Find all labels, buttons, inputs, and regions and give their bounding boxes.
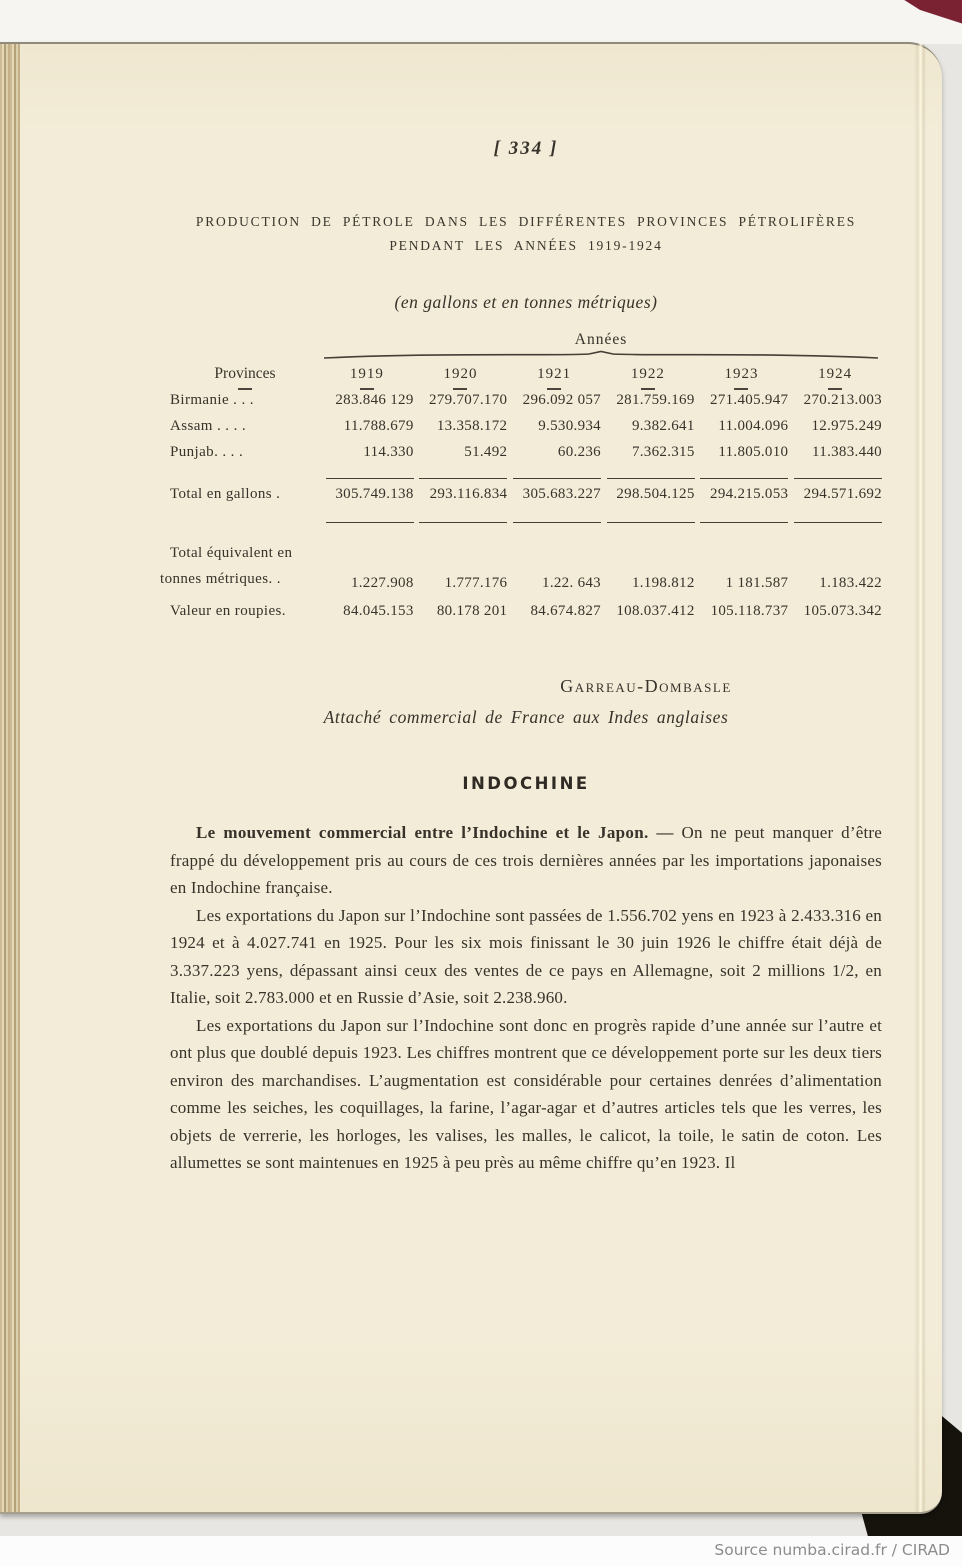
row-label-line1: Total équivalent en <box>170 545 293 561</box>
table-cell: 1 181.587 <box>725 575 789 591</box>
table-cell: 84.674.827 <box>530 603 601 619</box>
row-label: Birmanie . . . <box>170 392 254 408</box>
production-table <box>160 331 882 620</box>
table-cell: 11.383.440 <box>812 444 882 460</box>
table-cell: 105.073.342 <box>803 603 882 619</box>
paragraph-1 <box>170 819 882 902</box>
table-cell: 11.805.010 <box>718 444 789 460</box>
table-cell: 12.975.249 <box>811 418 882 434</box>
table-cell: 283.846 129 <box>335 392 414 408</box>
table-cell: 11.788.679 <box>343 418 414 434</box>
header-dash <box>734 388 748 390</box>
table-row-birmanie <box>170 392 882 418</box>
year-header: 1921 <box>537 366 572 382</box>
year-header: 1924 <box>818 366 853 382</box>
page-number: [ 334 ] <box>493 138 559 159</box>
table-cell: 11.004.096 <box>718 418 789 434</box>
table-title-line1: PRODUCTION DE PÉTROLE DANS LES DIFFÉRENTES PROVINCES PÉTROLIFÈRES <box>195 214 857 229</box>
table-title-line2: PENDANT LES ANNÉES 1919-1924 <box>389 238 663 253</box>
table-colgroup-row <box>170 331 882 361</box>
page-content <box>160 138 882 1177</box>
table-cell: 294.215.053 <box>710 486 789 502</box>
table-row-assam <box>170 418 882 444</box>
table-cell: 114.330 <box>363 444 414 460</box>
table-row-valeur-roupies <box>170 592 882 620</box>
header-dash <box>238 388 252 390</box>
table-separator <box>170 514 882 530</box>
table-cell: 279.707.170 <box>429 392 508 408</box>
paragraph-1-rest: On ne peut manquer d’être frappé du développement pris au cours de ces trois dernières années par les importations japonaises en Indochine française. <box>170 823 882 897</box>
source-credit: Source numba.cirad.fr / CIRAD <box>0 1536 962 1566</box>
table-cell: 13.358.172 <box>436 418 508 434</box>
row-label: Valeur en roupies. <box>170 603 286 619</box>
body-text <box>170 819 882 1177</box>
table-cell: 1.183.422 <box>819 575 882 591</box>
table-cell: 294.571.692 <box>803 486 882 502</box>
table-row-punjab <box>170 444 882 470</box>
section-heading-indochine: INDOCHINE <box>462 774 590 793</box>
table-cell: 9.382.641 <box>631 418 695 434</box>
row-label: Punjab. . . . <box>170 444 244 460</box>
paragraph-1-lead: Le mouvement commercial entre l’Indochine et le Japon. — <box>196 823 674 842</box>
table-cell: 281.759.169 <box>616 392 695 408</box>
table-cell: 305.683.227 <box>522 486 601 502</box>
table-cell: 1.198.812 <box>631 575 695 591</box>
header-dash <box>641 388 655 390</box>
table-cell: 270.213.003 <box>803 392 882 408</box>
row-header: Provinces <box>214 365 276 382</box>
year-header: 1923 <box>724 366 759 382</box>
table-unit-note: (en gallons et en tonnes métriques) <box>394 292 658 312</box>
row-label: Assam . . . . <box>170 418 247 434</box>
table-cell: 84.045.153 <box>343 603 414 619</box>
paragraph-2: Les exportations du Japon sur l’Indochine sont passées de 1.556.702 yens en 1923 à 2.433.316 en 1924 et à 4.027.741 en 1925. Pour les six mois finissant le 30 juin 1926 le chiffre était déjà de 3.337.223 yens, dépassant ainsi ceux des ventes de ce pays en Allemagne, soit 2 millions 1/2, en Italie, soit 2.783.000 et en Russie d’Asie, soit 2.238.960. <box>170 905 882 1007</box>
table-header-row <box>170 361 882 392</box>
row-label-line2: tonnes métriques. . <box>160 571 281 587</box>
table-cell: 305.749.138 <box>335 486 414 502</box>
table-row-total-gallons <box>170 486 882 514</box>
scan-background-top <box>0 0 962 44</box>
header-dash <box>828 388 842 390</box>
table-title <box>170 210 882 258</box>
year-header: 1920 <box>443 366 478 382</box>
signature-name: Garreau-Dombasle <box>560 676 732 696</box>
table-cell: 298.504.125 <box>616 486 695 502</box>
table-cell: 1.22. 643 <box>542 575 601 591</box>
paragraph-3: Les exportations du Japon sur l’Indochine sont donc en progrès rapide d’une année sur l’autre et ont plus que doublé depuis 1923. Les chiffres montrent que ce développement porte sur les deux tiers environ des marchandises. L’augmentation est considérable pour certaines denrées d’alimentation comme les seiches, les coquillages, la farine, l’agar-agar et d’autres articles tels que les verres, les objets de verrerie, les horloges, les valises, les malles, le calicot, la toile, le satin de coton. Les allumettes se sont maintenues en 1925 à peu près au même chiffre qu’en 1923. Il <box>170 1015 882 1172</box>
table-separator <box>170 470 882 486</box>
table-cell: 9.530.934 <box>538 418 601 434</box>
table-cell: 108.037.412 <box>616 603 695 619</box>
row-label: Total en gallons . <box>170 486 281 502</box>
table-row-total-tonnes <box>160 540 882 592</box>
table-cell: 80.178 201 <box>436 603 508 619</box>
year-header: 1922 <box>630 366 665 382</box>
header-dash <box>453 388 467 390</box>
page-fold-line <box>914 44 926 1512</box>
table-cell: 51.492 <box>464 444 508 460</box>
annees-brace <box>320 349 882 361</box>
table-cell: 7.362.315 <box>631 444 695 460</box>
colgroup-header: Années <box>574 331 628 348</box>
signature-title: Attaché commercial de France aux Indes anglaises <box>323 707 729 727</box>
table-cell: 296.092 057 <box>522 392 601 408</box>
table-cell: 60.236 <box>557 444 601 460</box>
table-cell: 1.227.908 <box>350 575 414 591</box>
table-cell: 105.118.737 <box>710 603 789 619</box>
year-header: 1919 <box>349 366 384 382</box>
table-cell: 271.405.947 <box>710 392 789 408</box>
table-cell: 1.777.176 <box>444 575 508 591</box>
header-dash <box>547 388 561 390</box>
table-cell: 293.116.834 <box>429 486 508 502</box>
page-edges-texture <box>0 44 20 1512</box>
header-dash <box>360 388 374 390</box>
